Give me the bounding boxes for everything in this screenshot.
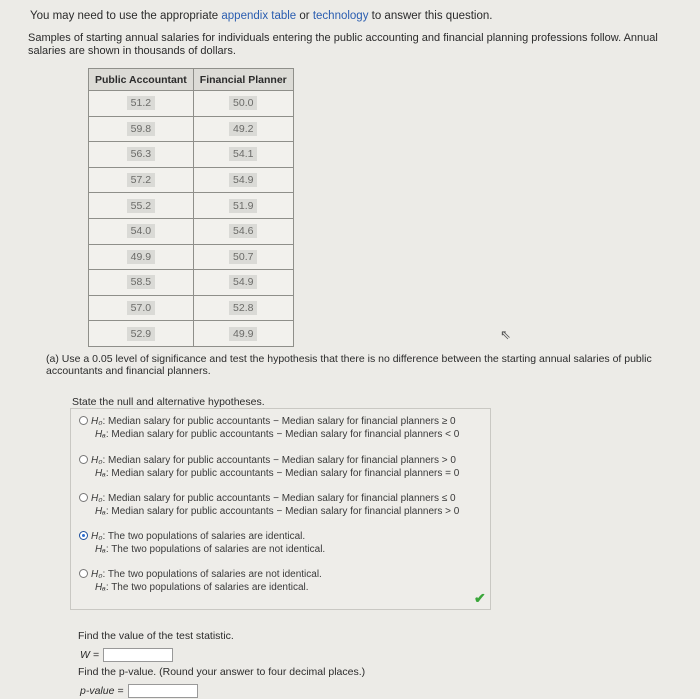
radio-button[interactable] bbox=[79, 569, 88, 578]
cell: 56.3 bbox=[89, 142, 194, 168]
radio-button[interactable] bbox=[79, 455, 88, 464]
cell: 51.2 bbox=[89, 91, 194, 117]
table-row bbox=[89, 167, 294, 193]
cell: 54.1 bbox=[193, 142, 293, 168]
w-input[interactable] bbox=[103, 648, 173, 662]
cell: 58.5 bbox=[89, 270, 194, 296]
cell: 57.0 bbox=[89, 295, 194, 321]
header-public-accountant: Public Accountant bbox=[89, 69, 194, 91]
find-p-label: Find the p-value. (Round your answer to four decimal places.) bbox=[78, 666, 366, 678]
table-row bbox=[89, 295, 294, 321]
table-row bbox=[89, 142, 294, 168]
table-row bbox=[89, 91, 294, 117]
p-value-label: p-value = bbox=[80, 685, 124, 697]
option-1[interactable]: H₀ : Median salary for public accountants − Median salary for financial planners ≥ 0 Hₐ : Median salary for public accountants − Median salary for financial planners < 0 bbox=[79, 415, 459, 441]
hypotheses-options bbox=[70, 408, 491, 610]
instruction-note: You may need to use the appropriate appendix table or technology to answer this question. bbox=[30, 10, 493, 22]
table-row bbox=[89, 218, 294, 244]
w-row bbox=[80, 648, 173, 662]
p-value-input[interactable] bbox=[128, 684, 198, 698]
cell: 54.9 bbox=[193, 270, 293, 296]
table-header-row bbox=[89, 69, 294, 91]
cell: 52.9 bbox=[89, 321, 194, 347]
cell: 49.2 bbox=[193, 116, 293, 142]
mouse-cursor-icon: ⇖ bbox=[500, 327, 511, 342]
appendix-table-link[interactable]: appendix table bbox=[221, 10, 297, 22]
salary-table bbox=[88, 68, 294, 347]
cell: 50.7 bbox=[193, 244, 293, 270]
cell: 50.0 bbox=[193, 91, 293, 117]
cell: 54.9 bbox=[193, 167, 293, 193]
cell: 49.9 bbox=[193, 321, 293, 347]
state-hypotheses-label: State the null and alternative hypotheses. bbox=[72, 396, 265, 408]
question-a: (a) Use a 0.05 level of significance and test the hypothesis that there is no difference between the starting annual salaries of public accountants and financial planners. bbox=[46, 353, 652, 377]
option-3[interactable]: H₀ : Median salary for public accountants − Median salary for financial planners ≤ 0 Hₐ : Median salary for public accountants − Median salary for financial planners > 0 bbox=[79, 492, 459, 518]
find-statistic-label: Find the value of the test statistic. bbox=[78, 630, 234, 642]
option-2[interactable]: H₀ : Median salary for public accountants − Median salary for financial planners > 0 Hₐ : Median salary for public accountants − Median salary for financial planners = 0 bbox=[79, 454, 459, 480]
problem-intro: Samples of starting annual salaries for individuals entering the public accounting and financial planning professions follow. Annual salaries are shown in thousands of dollars. bbox=[28, 32, 658, 57]
table-row bbox=[89, 116, 294, 142]
radio-button[interactable] bbox=[79, 416, 88, 425]
cell: 51.9 bbox=[193, 193, 293, 219]
cell: 59.8 bbox=[89, 116, 194, 142]
cell: 54.0 bbox=[89, 218, 194, 244]
table-row bbox=[89, 270, 294, 296]
table-row bbox=[89, 244, 294, 270]
cell: 54.6 bbox=[193, 218, 293, 244]
technology-link[interactable]: technology bbox=[312, 10, 369, 22]
cell: 52.8 bbox=[193, 295, 293, 321]
radio-button-selected[interactable] bbox=[79, 531, 88, 540]
p-row bbox=[80, 684, 198, 698]
cell: 49.9 bbox=[89, 244, 194, 270]
w-label: W = bbox=[80, 649, 99, 661]
cell: 57.2 bbox=[89, 167, 194, 193]
cell: 55.2 bbox=[89, 193, 194, 219]
checkmark-icon: ✔ bbox=[474, 590, 486, 606]
radio-button[interactable] bbox=[79, 493, 88, 502]
header-financial-planner: Financial Planner bbox=[193, 69, 293, 91]
option-5[interactable]: H₀ : The two populations of salaries are not identical. Hₐ : The two populations of salaries are identical. bbox=[79, 568, 322, 594]
option-4-selected[interactable]: H₀ : The two populations of salaries are identical. Hₐ : The two populations of salaries are not identical. bbox=[79, 530, 325, 556]
table-row bbox=[89, 321, 294, 347]
table-row bbox=[89, 193, 294, 219]
